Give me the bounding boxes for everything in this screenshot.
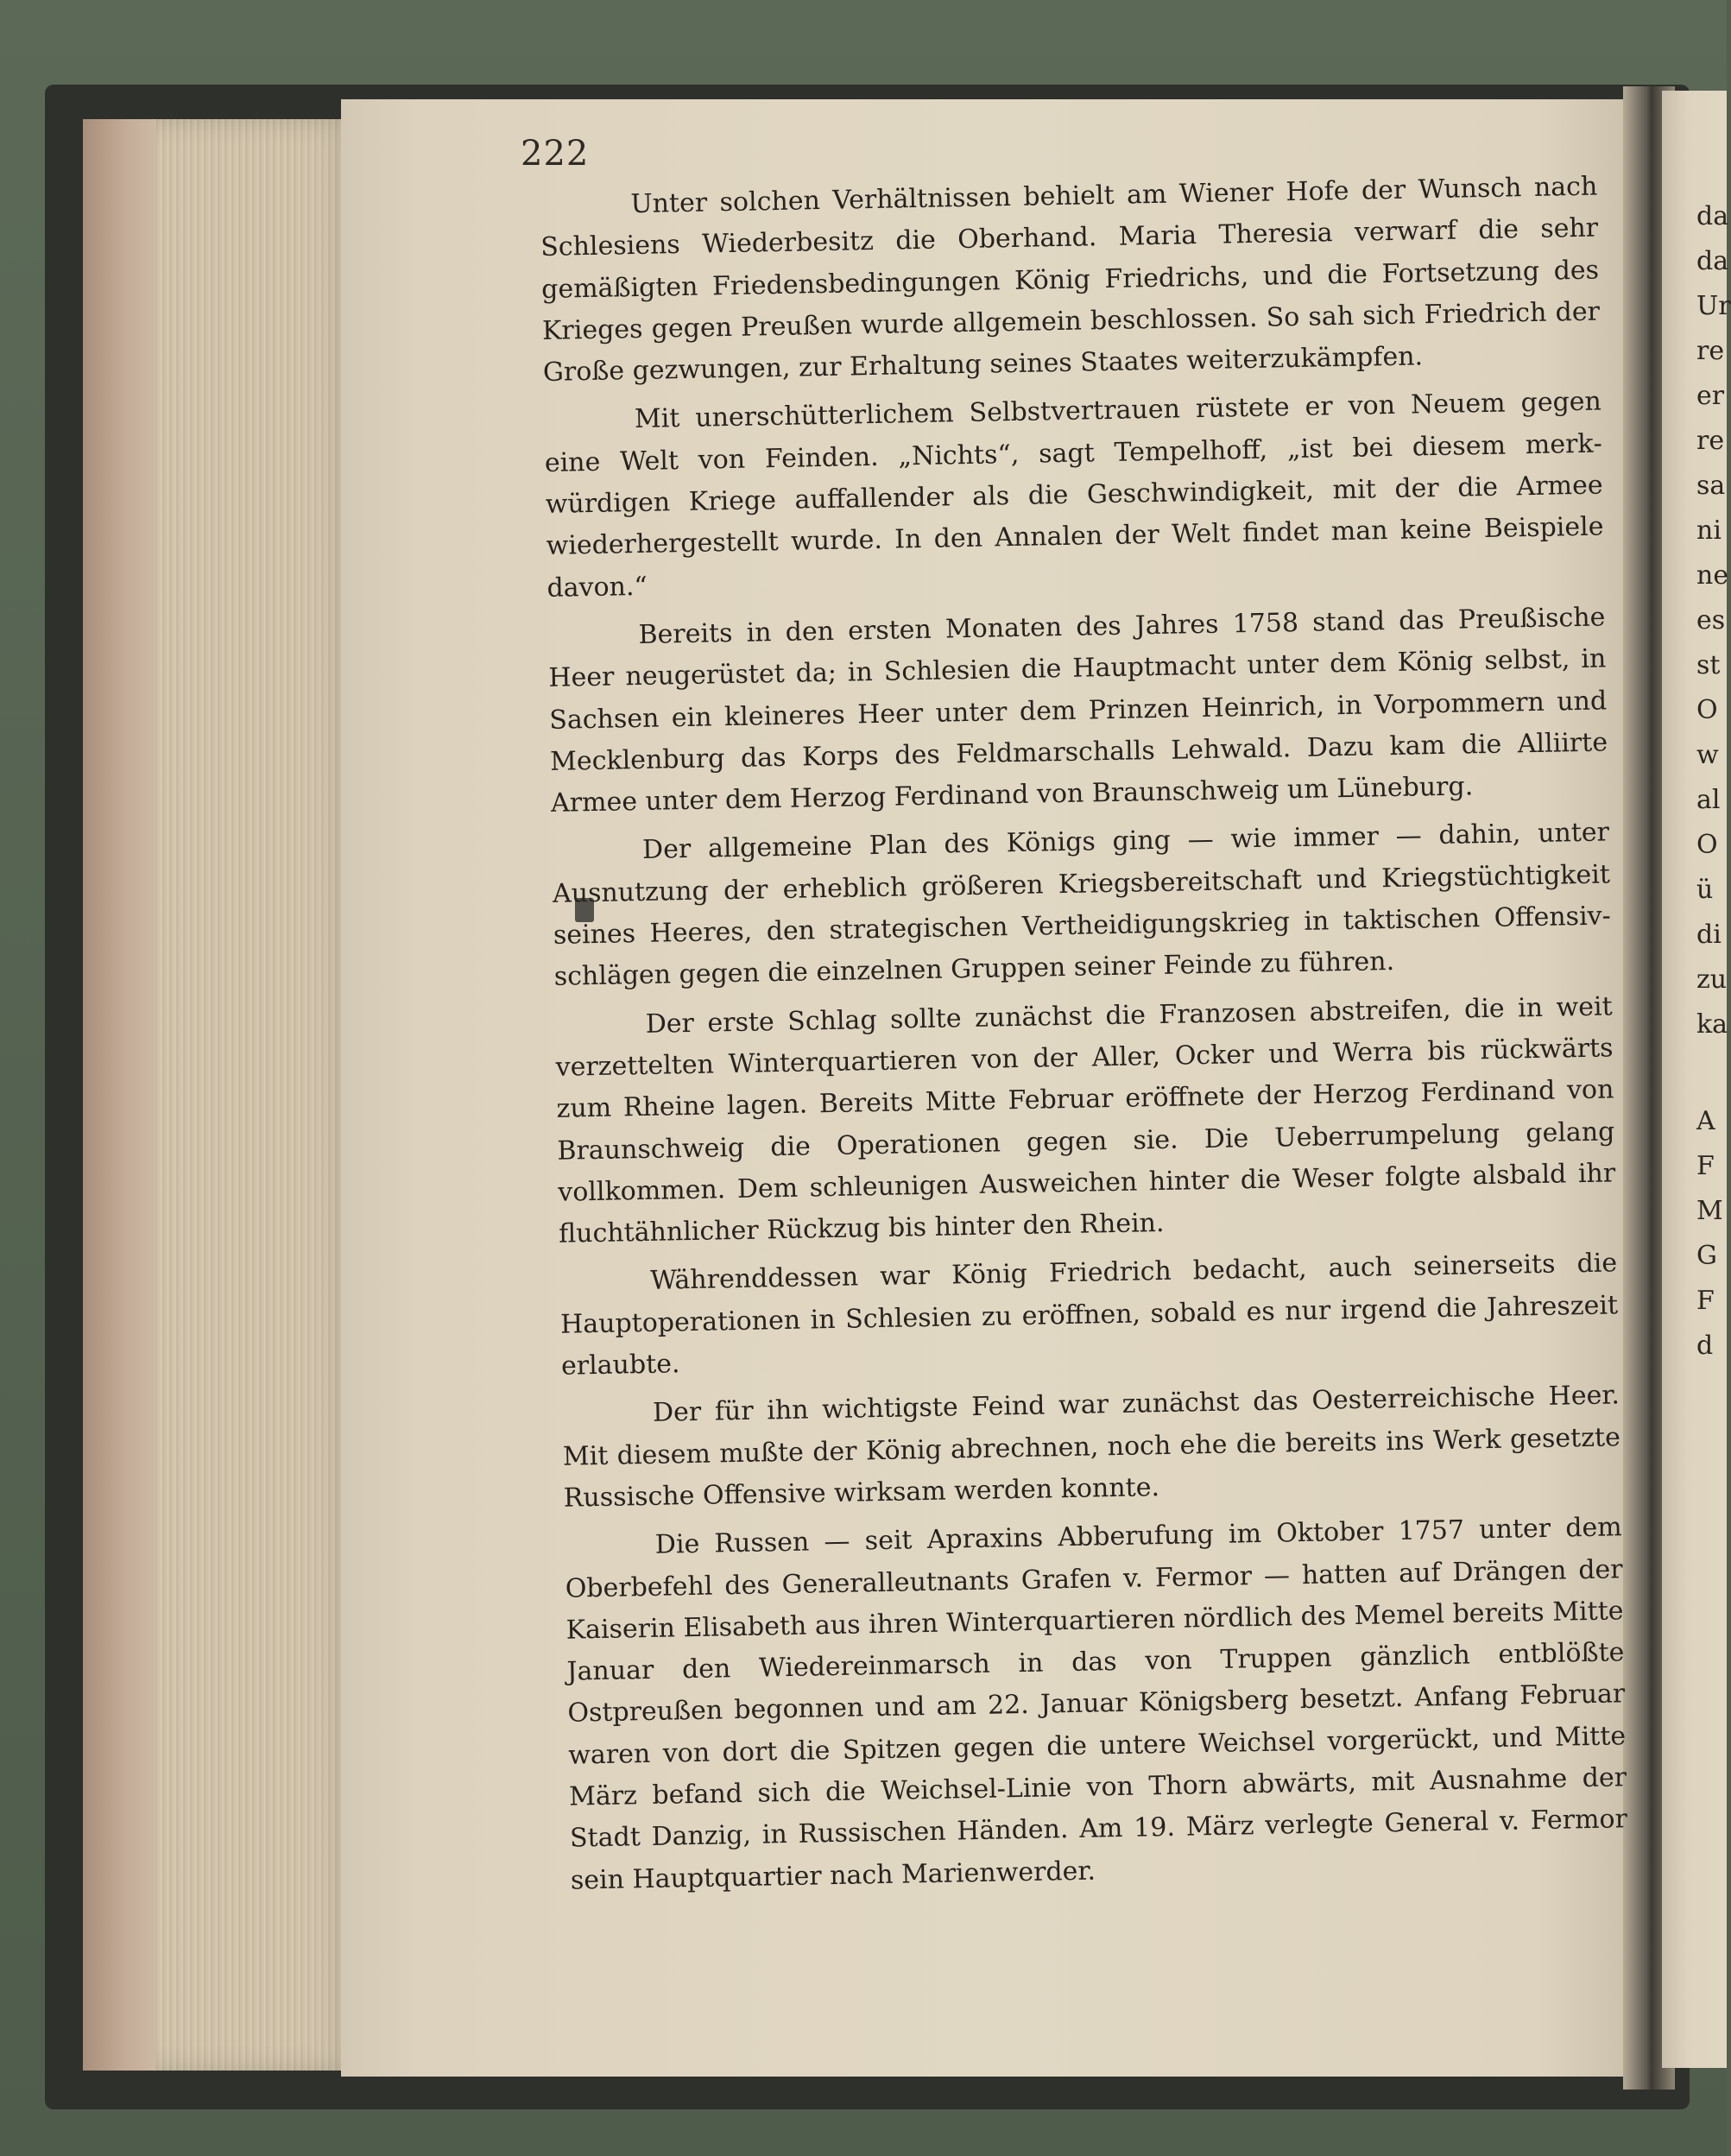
page-body: [540, 167, 1628, 1909]
paragraph: Der erste Schlag sollte zunächst die Franzosen abstreifen, die in weit verzettelten Winterquartieren von der Aller, Ocker und Werra bis rückwärts zum Rheine lagen. Bereits Mitte Februar eröffnete der Herzog Ferdinand von Braunschweig die Operationen gegen sie. Die Ueberrumpelung gelang vollkommen. Dem schleunigen Ausweichen hinter die Weser folgte alsbald ihr fluchtähnlicher Rückzug bis hinter den Rhein.: [555, 991, 1616, 1249]
fragment-line: er: [1696, 381, 1725, 411]
fragment-line: O: [1696, 830, 1718, 860]
paragraph: Die Russen — seit Apraxins Abberufung im Oktober 1757 unter dem Oberbefehl des Generalleutnants Grafen v. Fermor — hatten auf Drängen der Kaiserin Elisabeth aus ihren Winterquartieren nördlich des Memel bereits Mitte Januar den Wiedereinmarsch in das von Truppen gänzlich entblößte Ostpreußen begonnen und am 22. Januar Königsberg besetzt. Anfang Februar waren von dort die Spitzen gegen die untere Weichsel vorgerückt, und Mitte März befand sich die Weichsel-Linie von Thorn abwärts, mit Ausnahme der Stadt Danzig, in Russischen Händen. Am 19. März verlegte General v. Fermor sein Hauptquartier nach Marienwerder.: [565, 1512, 1628, 1896]
fragment-line: es: [1696, 605, 1726, 635]
fragment-line: ne: [1696, 560, 1729, 591]
paragraph: Der für ihn wichtigste Feind war zunächst das Oesterreichische Heer. Mit diesem mußte der König abrechnen, noch ehe die bereits ins Werk gesetzte Russische Offensive wirksam werden konnte.: [562, 1380, 1621, 1514]
fragment-line: sa: [1696, 471, 1726, 501]
paragraph: Währenddessen war König Friedrich bedacht, auch seinerseits die Hauptoperationen in Schlesien zu eröffnen, sobald es nur irgend die Jahreszeit erlaubte.: [559, 1248, 1619, 1381]
fragment-line: F: [1696, 1286, 1715, 1316]
fragment-line: ni: [1696, 515, 1722, 546]
paragraph: Mit unerschütterlichem Selbstvertrauen rüstete er von Neuem gegen eine Welt von Feinden. „Nichts“, sagt Tempelhoff, „ist bei diesem merkwürdigen Kriege auffallender als die Geschwindigkeit, mit der die Armee wiederhergestellt wurde. In den Annalen der Welt findet man keine Beispiele davon.“: [544, 386, 1604, 604]
fragment-line: G: [1696, 1241, 1717, 1271]
fragment-line: ka: [1696, 1009, 1728, 1040]
fragment-line: zu: [1696, 964, 1728, 995]
fragment-line: Ur: [1696, 291, 1731, 321]
fragment-line: O: [1696, 695, 1718, 725]
fragment-line: M: [1696, 1196, 1723, 1226]
fragment-gap: [1696, 1047, 1731, 1099]
fragment-line: ü: [1696, 875, 1714, 905]
fragment-line: da: [1696, 246, 1729, 276]
page-number: 222: [521, 134, 590, 174]
fragment-line: da: [1696, 201, 1729, 231]
fragment-line: A: [1696, 1106, 1715, 1136]
fragment-line: di: [1696, 920, 1722, 950]
paragraph: Bereits in den ersten Monaten des Jahres 1758 stand das Preußische Heer neugerüstet da; in Schlesien die Hauptmacht unter dem König selbst, in Sachsen ein kleineres Heer unter dem Prinzen Heinrich, in Vorpommern und Mecklenburg das Korps des Feldmarschalls Lehwald. Dazu kam die Alliirte Armee unter dem Herzog Ferdinand von Braunschweig um Lüneburg.: [548, 602, 1608, 819]
page-edges-shadow: [83, 119, 156, 2071]
paragraph: Unter solchen Verhältnissen behielt am Wiener Hofe der Wunsch nach Schlesiens Wiederbesitz die Oberhand. Maria Theresia verwarf die sehr gemäßigten Friedensbedingungen König Friedrichs, und die Fortsetzung des Krieges gegen Preußen wurde allgemein beschlossen. So sah sich Friedrich der Große gezwungen, zur Erhaltung seines Staates weiterzukämpfen.: [540, 171, 1601, 389]
fragment-line: d: [1696, 1331, 1714, 1361]
fragment-line: w: [1696, 740, 1719, 770]
fragment-line: al: [1696, 785, 1721, 815]
fragment-line: re: [1696, 426, 1725, 456]
paragraph: Der allgemeine Plan des Königs ging — wie immer — dahin, unter Ausnutzung der erheblich größeren Kriegsbereitschaft und Kriegstüchtigkeit seines Heeres, den strategischen Vertheidigungskrieg in taktischen Offensivschlägen gegen die einzelnen Gruppen seiner Feinde zu führen.: [552, 817, 1612, 993]
fragment-line: F: [1696, 1151, 1715, 1181]
right-page-fragments: [1696, 194, 1731, 1369]
fragment-line: re: [1696, 336, 1725, 366]
fragment-line: st: [1696, 650, 1721, 680]
